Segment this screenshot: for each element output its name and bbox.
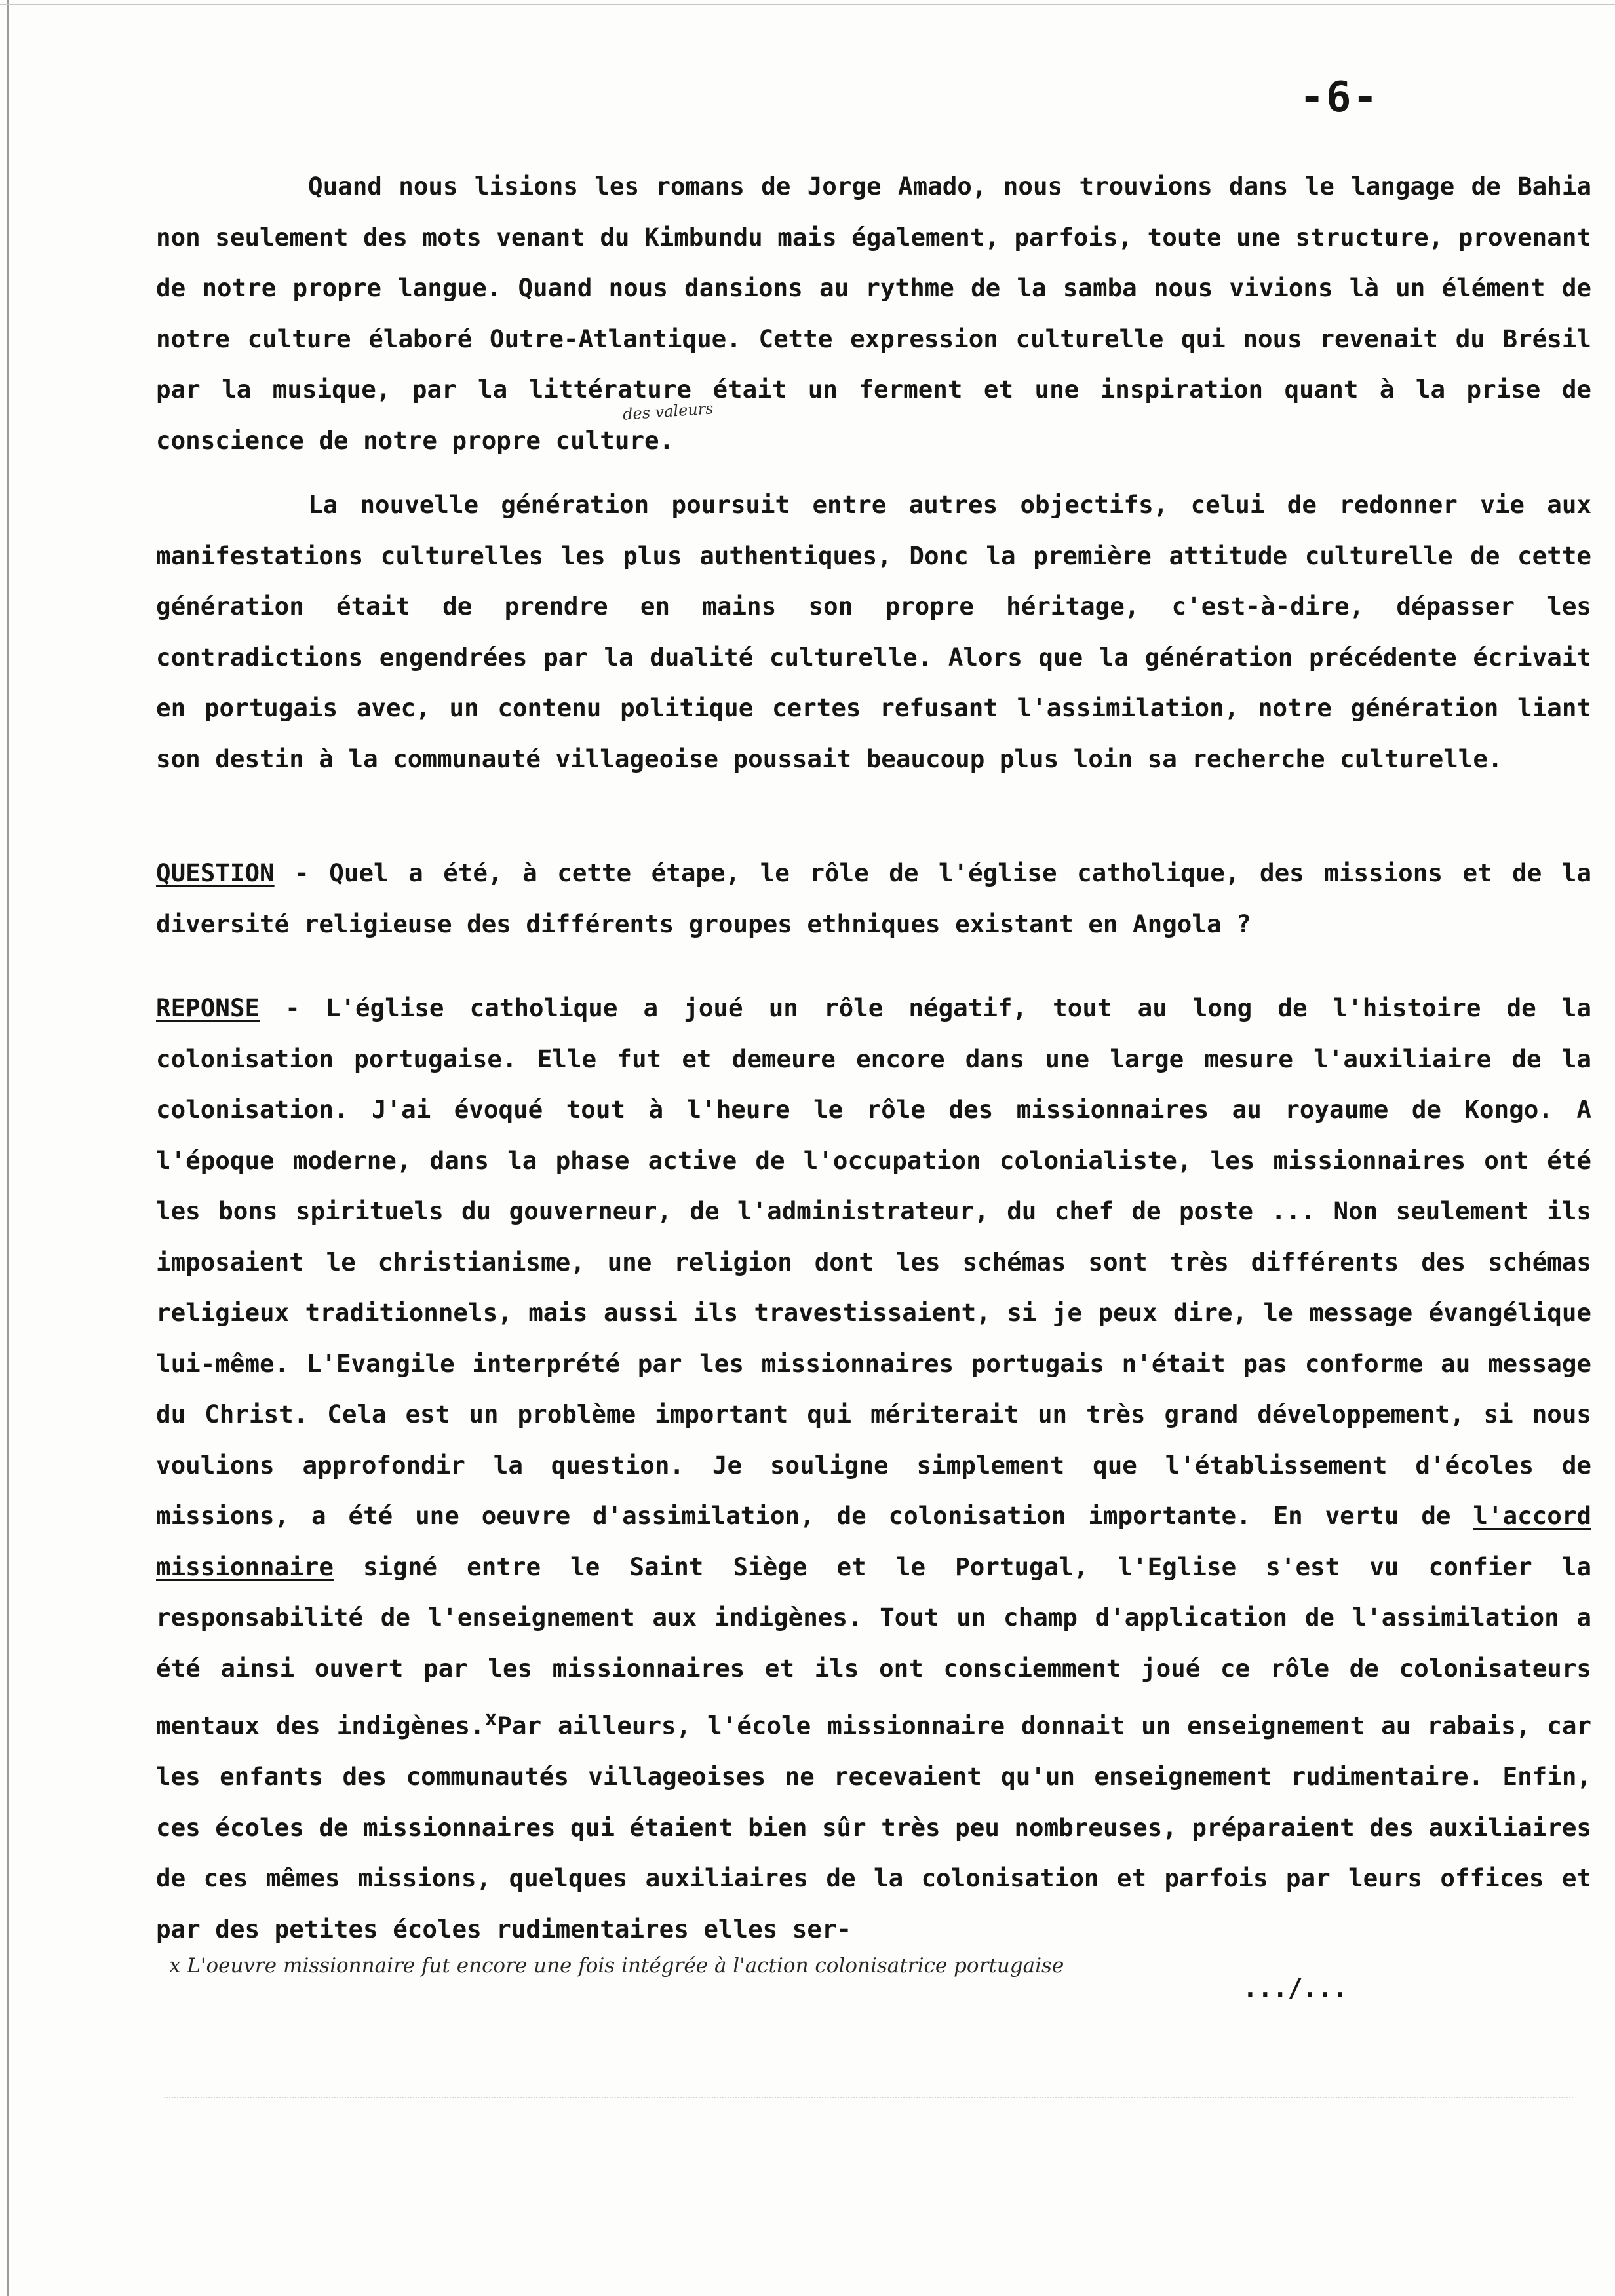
continuation-mark: .../... [1243, 1974, 1348, 2002]
question-text: - Quel a été, à cette étape, le rôle de l'église catholique, des missions et de la diversité religieuse des différents groupes ethniques existant en Angola ? [156, 858, 1591, 938]
response-label: REPONSE [156, 993, 260, 1022]
response-text-1: - L'église catholique a joué un rôle négatif, tout au long de l'histoire de la colonisation portugaise. Elle fut et demeure encore dans une large mesure l'auxiliaire de la colonisation. J'ai évoqué tout à l'heure le rôle des missionnaires au royaume de Kongo. A l'époque moderne, dans la phase active de l'occupation colonialiste, les missionnaires ont été les bons spirituels du gouverneur, de l'administrateur, du chef de poste ... Non seulement ils imposaient le christianisme, une religion dont les schémas sont très différents des schémas religieux traditionnels, mais aussi ils travestissaient, si je peux dire, le message évangélique lui-même. L'Evangile interprété par les missionnaires portugais n'était pas conforme au message du Christ. Cela est un problème important qui mériterait un très grand développement, si nous voulions approfondir la question. Je souligne simplement que l'établissement d'écoles de missions, a été une oeuvre d'assimilation, de colonisation importante. En vertu de [156, 993, 1591, 1530]
question-block [156, 848, 1591, 949]
footnote-marker: x [484, 1707, 497, 1731]
page-number: -6- [1299, 73, 1379, 122]
scan-left-edge [7, 0, 9, 2296]
question-label: QUESTION [156, 858, 275, 887]
handwritten-footnote: x L'oeuvre missionnaire fut encore une fois intégrée à l'action colonisatrice portugaise [169, 1954, 1064, 1978]
paragraph-2 [156, 480, 1591, 784]
response-block [156, 983, 1591, 1955]
paragraph-1-text: Quand nous lisions les romans de Jorge Amado, nous trouvions dans le langage de Bahia non seulement des mots venant du Kimbundu mais également, parfois, toute une structure, provenant de notre propre langue. Quand nous dansions au rythme de la samba nous vivions là un élément de notre culture élaboré Outre-Atlantique. Cette expression culturelle qui nous revenait du Brésil par la musique, par la littérature était un ferment et une inspiration quant à la prise de conscience de notre propre culture. [156, 172, 1591, 455]
response-text-2: signé entre le Saint Siège et le Portugal, l'Eglise s'est vu confier la responsabilité de l'enseignement aux indigènes. Tout un champ d'application de l'assimilation a été ainsi ouvert par les missionnaires et ils ont consciemment joué ce rôle de colonisateurs mentaux des indigènes. [156, 1552, 1591, 1740]
scan-dotted-line [164, 2097, 1573, 2098]
accord-missionnaire-underlined: l'accord missionnaire [156, 1501, 1591, 1581]
paragraph-1 [156, 161, 1591, 466]
paragraph-2-text: La nouvelle génération poursuit entre autres objectifs, celui de redonner vie aux manifestations culturelles les plus authentiques, Donc la première attitude culturelle de cette génération était de prendre en mains son propre héritage, c'est-à-dire, dépasser les contradictions engendrées par la dualité culturelle. Alors que la génération précédente écrivait en portugais avec, un contenu politique certes refusant l'assimilation, notre génération liant son destin à la communauté villageoise poussait beaucoup plus loin sa recherche culturelle. [156, 490, 1591, 773]
response-text-3: Par ailleurs, l'école missionnaire donnait un enseignement au rabais, car les enfants des communautés villageoises ne recevaient qu'un enseignement rudimentaire. Enfin, ces écoles de missionnaires qui étaient bien sûr très peu nombreuses, préparaient des auxiliaires de ces mêmes missions, quelques auxiliaires de la colonisation et parfois par leurs offices et par des petites écoles rudimentaires elles ser- [156, 1711, 1591, 1943]
scan-top-edge [0, 4, 1615, 5]
handwritten-insert: des valeurs [622, 399, 714, 424]
